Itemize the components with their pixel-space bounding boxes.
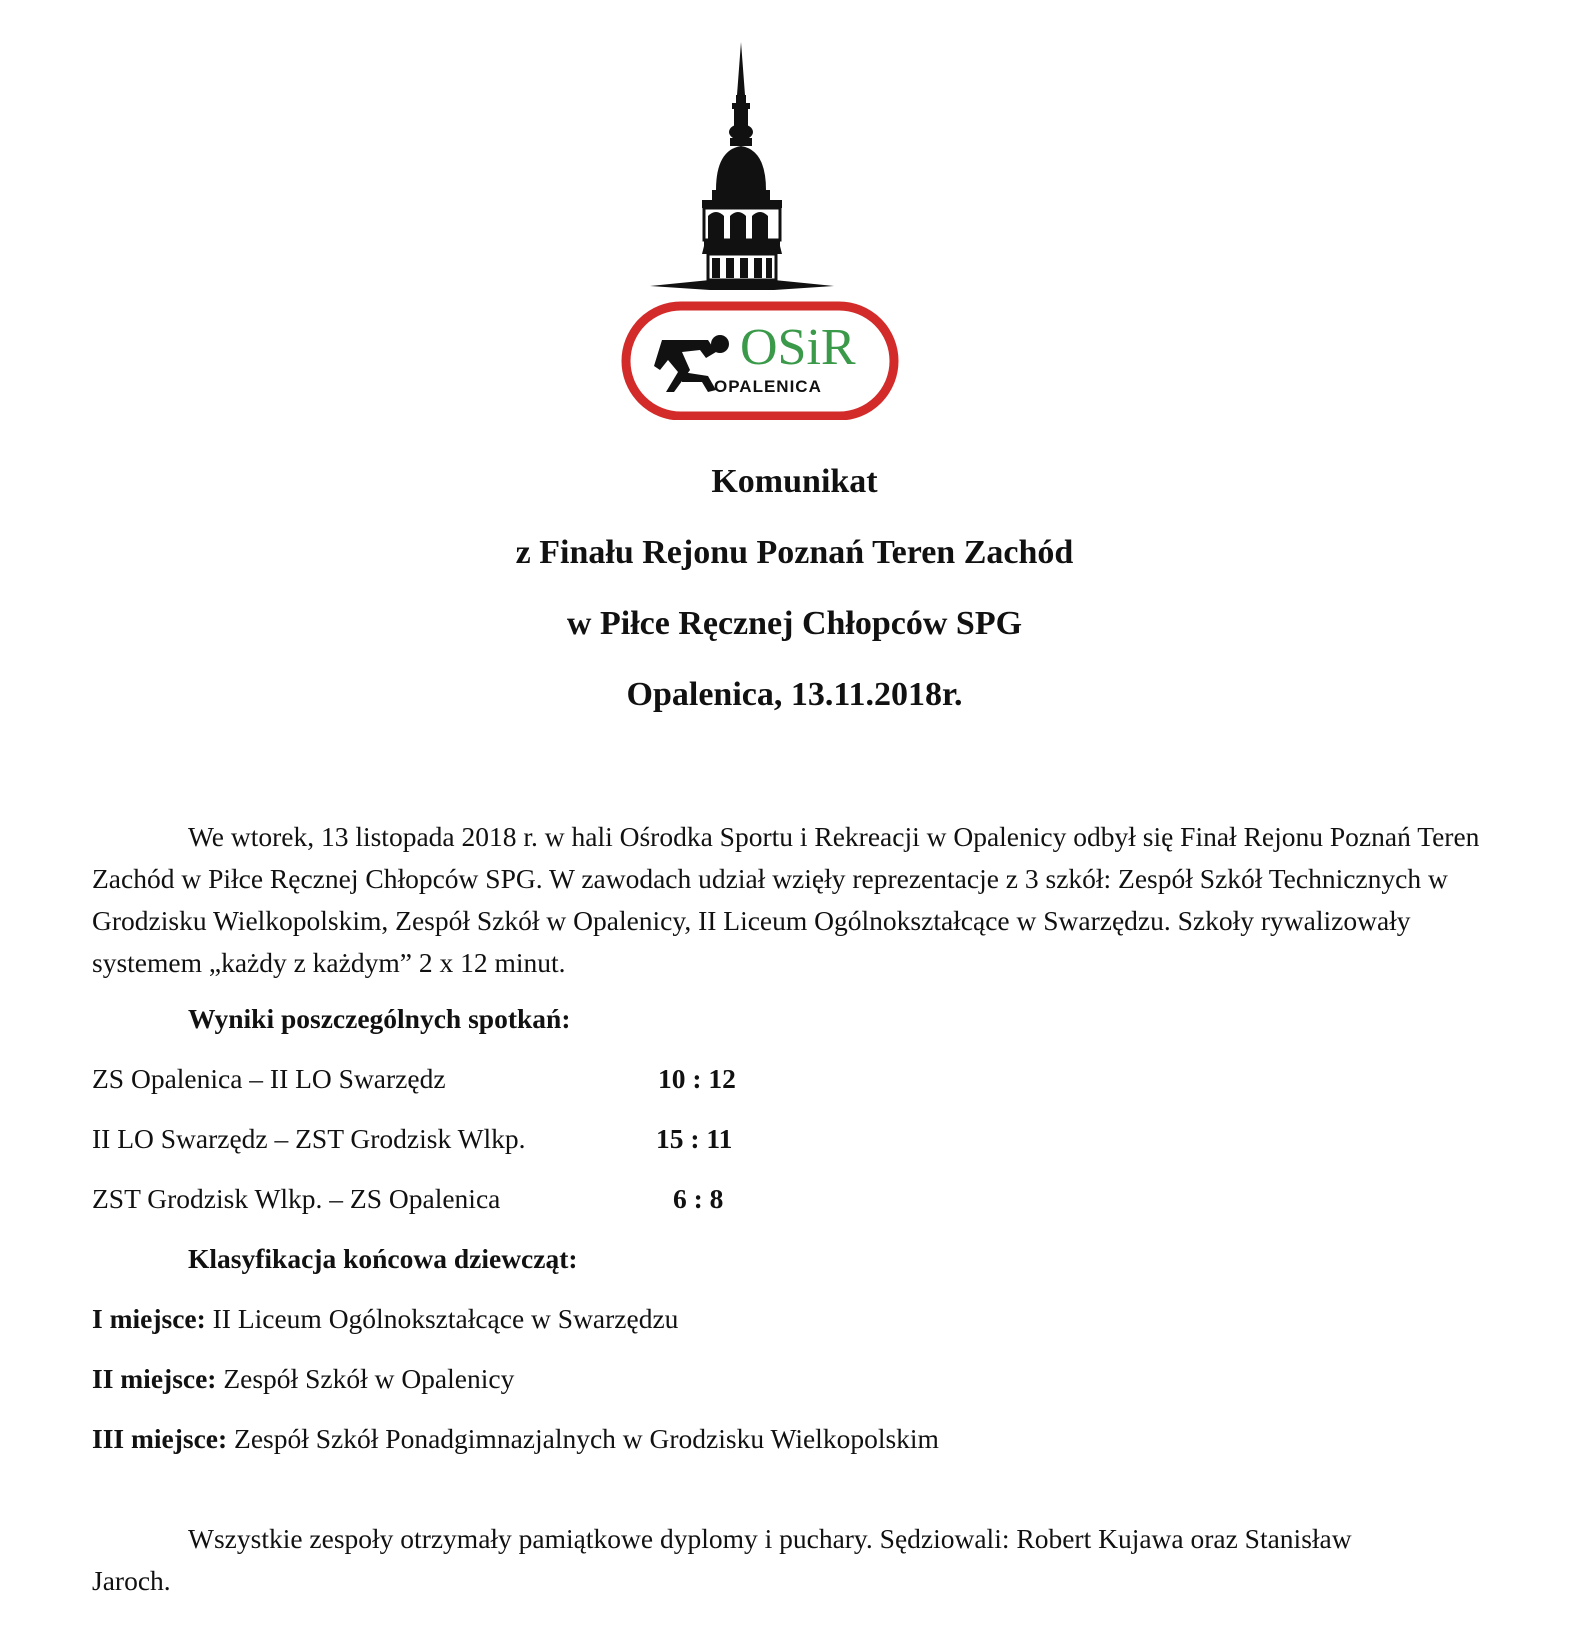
results-heading: Wyniki poszczególnych spotkań: [188, 1003, 571, 1034]
title-line-2: z Finału Rejonu Poznań Teren Zachód [515, 534, 1074, 571]
place-3 [92, 1418, 939, 1460]
title-line-4: Opalenica, 13.11.2018r. [626, 676, 963, 713]
osir-opalenica-logo [620, 40, 950, 420]
match-score: 10 : 12 [658, 1063, 736, 1094]
outro-section [92, 1518, 1422, 1602]
place-1 [92, 1298, 678, 1340]
match-teams: II LO Swarzędz – ZST Grodzisk Wlkp. [92, 1123, 526, 1154]
intro-paragraph: We wtorek, 13 listopada 2018 r. w hali Ośrodka Sportu i Rekreacji w Opalenicy odbył się Finał Rejonu Poznań Teren Zachód w Piłce Ręcznej Chłopców SPG. W zawodach udział wzięły reprezentacje z 3 szkół: Zespół Szkół Technicznych w Grodzisku Wielkopolskim, Zespół Szkół w Opalenicy, II Liceum Ogólnokształcące w Swarzędzu. Szkoły rywalizowały systemem „każdy z każdym” 2 x 12 minut. [92, 821, 1480, 978]
match-teams: ZS Opalenica – II LO Swarzędz [92, 1063, 446, 1094]
document-title [0, 462, 1589, 746]
title-line-1: Komunikat [711, 463, 878, 500]
place-school: II Liceum Ogólnokształcące w Swarzędzu [205, 1303, 679, 1334]
logo-brand-text: OSiR [740, 319, 856, 376]
match-teams: ZST Grodzisk Wlkp. – ZS Opalenica [92, 1183, 501, 1214]
match-score: 6 : 8 [673, 1183, 724, 1214]
place-school: Zespół Szkół Ponadgimnazjalnych w Grodzisku Wielkopolskim [227, 1423, 939, 1454]
match-score: 15 : 11 [656, 1123, 733, 1154]
logo-sub-text: OPALENICA [714, 377, 822, 396]
tower-icon [650, 42, 834, 290]
place-school: Zespół Szkół w Opalenicy [216, 1363, 515, 1394]
place-label: II miejsce: [92, 1363, 217, 1394]
title-line-3: w Piłce Ręcznej Chłopców SPG [566, 605, 1023, 642]
place-2 [92, 1358, 514, 1400]
classification-heading: Klasyfikacja końcowa dziewcząt: [188, 1243, 578, 1274]
outro-paragraph: Wszystkie zespoły otrzymały pamiątkowe dyplomy i puchary. Sędziowali: Robert Kujawa oraz Stanisław Jaroch. [92, 1523, 1352, 1596]
place-label: III miejsce: [92, 1423, 228, 1454]
place-label: I miejsce: [92, 1303, 206, 1334]
intro-section [92, 816, 1492, 984]
